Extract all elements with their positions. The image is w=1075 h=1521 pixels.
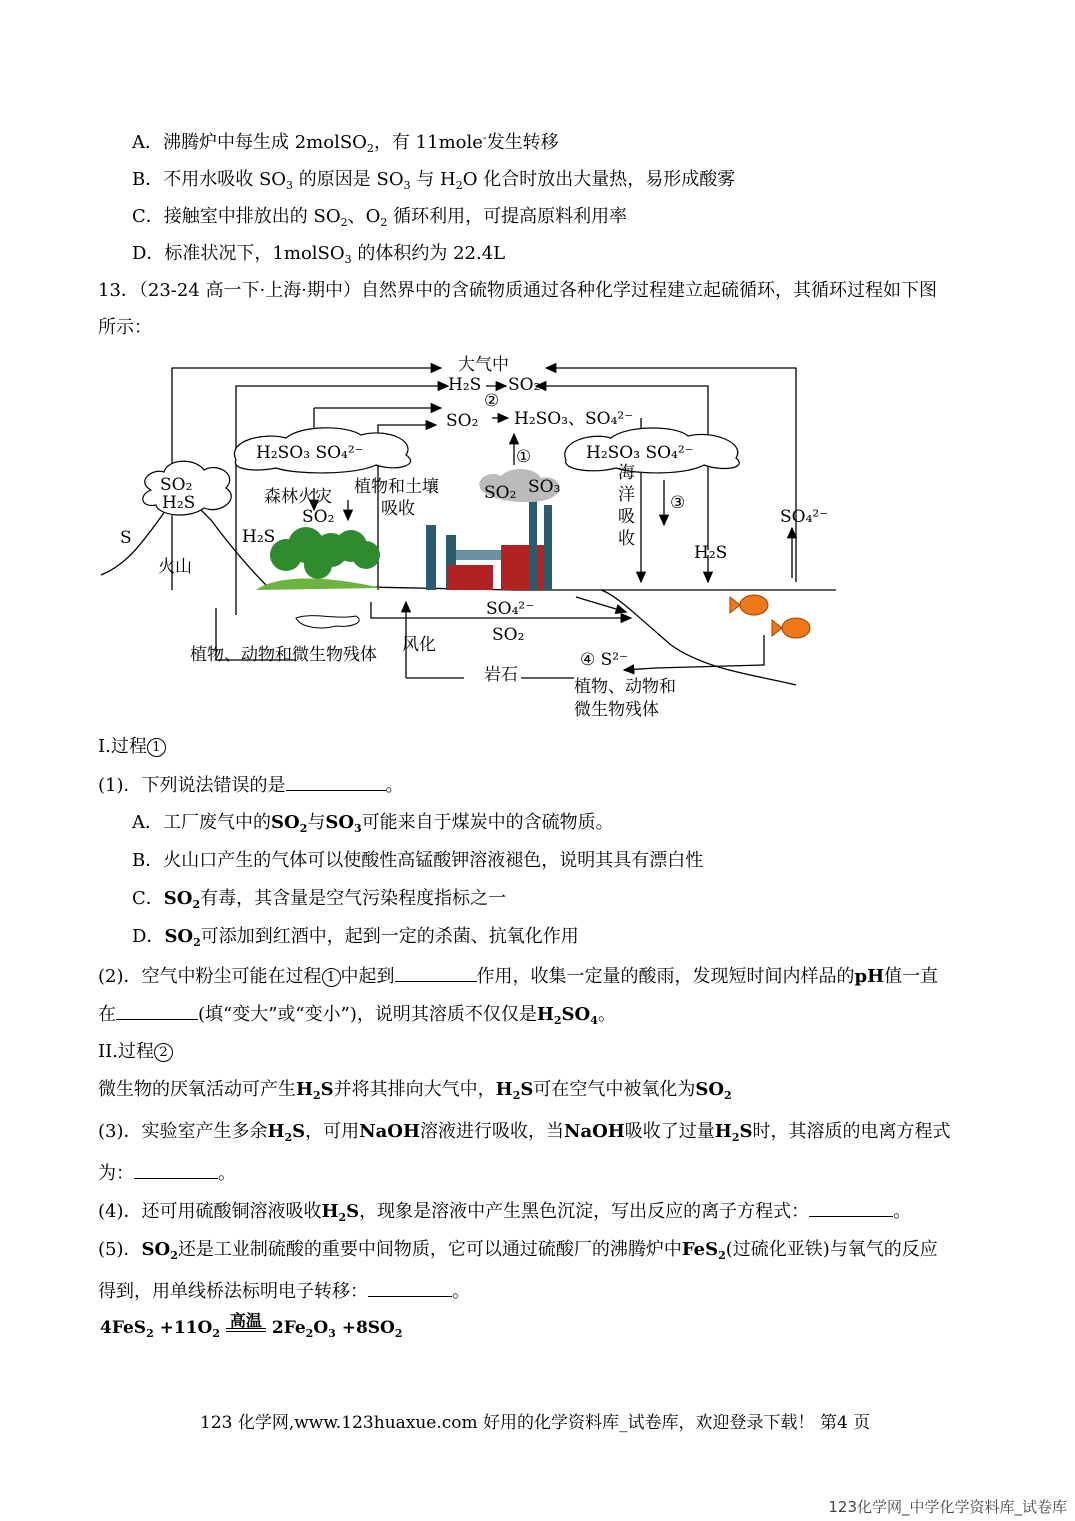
label-factory-so3: SO₃ bbox=[528, 477, 561, 497]
q1-option-d: D．$SO_2$可添加到红酒中，起到一定的杀菌、抗氧化作用 bbox=[132, 926, 579, 949]
label-step-1: ① bbox=[516, 447, 532, 467]
sulfur-cycle-diagram bbox=[96, 350, 841, 722]
label-step-3: ③ bbox=[670, 493, 686, 513]
label-s: S bbox=[120, 528, 132, 548]
page-footer: 123 化学网,www.123huaxue.com 好用的化学资料库_试卷库，欢迎登录下载！ 第4 页 bbox=[200, 1413, 871, 1433]
option-b: B．不用水吸收 $SO_3$ 的原因是 $SO_3$ 与 $H_2O$ 化合时放出大量热，易形成酸雾 bbox=[132, 169, 736, 192]
question-2-line-2: 在 (填“变大”或“变小”)，说明其溶质不仅仅是$H_2SO_4$。 bbox=[98, 1001, 616, 1027]
option-a: A．沸腾炉中每生成 2molSO$_2$，有 11mole-发生转移 bbox=[132, 131, 559, 155]
label-so2-ground: SO₂ bbox=[492, 625, 525, 645]
label-ocean-4: 收 bbox=[618, 529, 635, 549]
label-step-4: ④ S²⁻ bbox=[580, 650, 629, 670]
question-5-line-2: 得到，用单线桥法标明电子转移： 。 bbox=[98, 1278, 470, 1304]
option-c: C．接触室中排放出的 $SO_2$、$O_2$ 循环利用，可提高原料利用率 bbox=[132, 206, 628, 229]
question-1: (1)．下列说法错误的是 。 bbox=[98, 772, 404, 798]
question-5-line-1: (5)．$SO_2$还是工业制硫酸的重要中间物质，它可以通过硫酸厂的沸腾炉中FeS$_2$(过硫化亚铁)与氧气的反应 bbox=[98, 1239, 938, 1262]
label-h2s-left: H₂S bbox=[242, 527, 276, 547]
label-ocean-3: 吸 bbox=[618, 507, 635, 527]
question-13-stem: 13．（23-24 高一下·上海·期中）自然界中的含硫物质通过各种化学过程建立起硫循环，其循环过程如下图 bbox=[98, 280, 937, 301]
label-ocean-1: 海 bbox=[618, 463, 635, 483]
label-rock: 岩石 bbox=[484, 665, 518, 685]
question-3-line-2: 为： 。 bbox=[98, 1160, 236, 1186]
question-2-line-1: (2)．空气中粉尘可能在过程 1 中起到 作用，收集一定量的酸雨，发现短时间内样品的pH值一直 bbox=[98, 963, 938, 989]
watermark: 123化学网_中学化学资料库_试卷库 bbox=[828, 1498, 1067, 1516]
reaction-condition: 高温 bbox=[229, 1311, 262, 1330]
label-forest-fire: 森林火灾 bbox=[264, 487, 332, 507]
q1-option-b: B．火山口产生的气体可以使酸性高锰酸钾溶液褪色，说明其具有漂白性 bbox=[132, 850, 704, 871]
label-h2so3: H₂SO₃、SO₄²⁻ bbox=[514, 409, 634, 429]
label-cloud-left: H₂SO₃ SO₄²⁻ bbox=[256, 443, 364, 463]
label-volcano-h2s: H₂S bbox=[162, 493, 196, 513]
label-plant-absorb-1: 植物和土壤 bbox=[354, 477, 439, 497]
label-remains-right-2: 微生物残体 bbox=[574, 700, 659, 720]
label-volcano-so2: SO₂ bbox=[160, 475, 193, 495]
label-atmosphere: 大气中 bbox=[458, 355, 509, 375]
q1-option-c: C．$SO_2$有毒，其含量是空气污染程度指标之一 bbox=[132, 888, 507, 911]
option-d: D．标准状况下，1molSO$_3$ 的体积约为 22.4L bbox=[132, 243, 506, 266]
label-cloud-right: H₂SO₃ SO₄²⁻ bbox=[586, 443, 694, 463]
label-factory-so2: SO₂ bbox=[484, 483, 517, 503]
label-so2-mid: SO₂ bbox=[446, 411, 479, 431]
part-1-label: I.过程 1 bbox=[98, 735, 166, 759]
label-so4-ground: SO₄²⁻ bbox=[486, 599, 535, 619]
label-ocean-2: 洋 bbox=[618, 485, 635, 505]
question-3-line-1: (3)．实验室产生多余$H_2S$，可用NaOH溶液进行吸收，当NaOH吸收了过量$H_2S$时，其溶质的电离方程式 bbox=[98, 1121, 951, 1144]
label-volcano: 火山 bbox=[158, 557, 192, 577]
part-2-intro: 微生物的厌氧活动可产生$H_2S$并将其排向大气中，$H_2S$可在空气中被氧化为$SO_2$ bbox=[98, 1079, 732, 1102]
label-so4-right: SO₄²⁻ bbox=[780, 507, 829, 527]
label-remains-left: 植物、动物和微生物残体 bbox=[190, 645, 377, 665]
label-h2s-right: H₂S bbox=[694, 543, 728, 563]
label-plant-absorb-2: 吸收 bbox=[381, 499, 415, 519]
label-step-2: ② bbox=[484, 391, 500, 411]
label-so2-top: SO₂ bbox=[508, 375, 541, 395]
label-weathering: 风化 bbox=[402, 635, 436, 655]
q1-option-a: A．工厂废气中的$SO_2$与$SO_3$可能来自于煤炭中的含硫物质。 bbox=[132, 812, 614, 835]
reaction-equation: $4FeS_2 +11O_2$ 高温 $2Fe_2O_3 +8SO_2$ bbox=[100, 1318, 403, 1338]
question-13-stem-cont: 所示： bbox=[98, 317, 152, 338]
label-h2s-top: H₂S bbox=[448, 375, 482, 395]
label-remains-right-1: 植物、动物和 bbox=[574, 677, 676, 697]
part-2-label: II.过程 2 bbox=[98, 1040, 173, 1064]
question-4: (4)．还可用硫酸铜溶液吸收$H_2S$，现象是溶液中产生黑色沉淀，写出反应的离子方程式： 。 bbox=[98, 1198, 911, 1224]
label-fire-so2: SO₂ bbox=[302, 507, 335, 527]
